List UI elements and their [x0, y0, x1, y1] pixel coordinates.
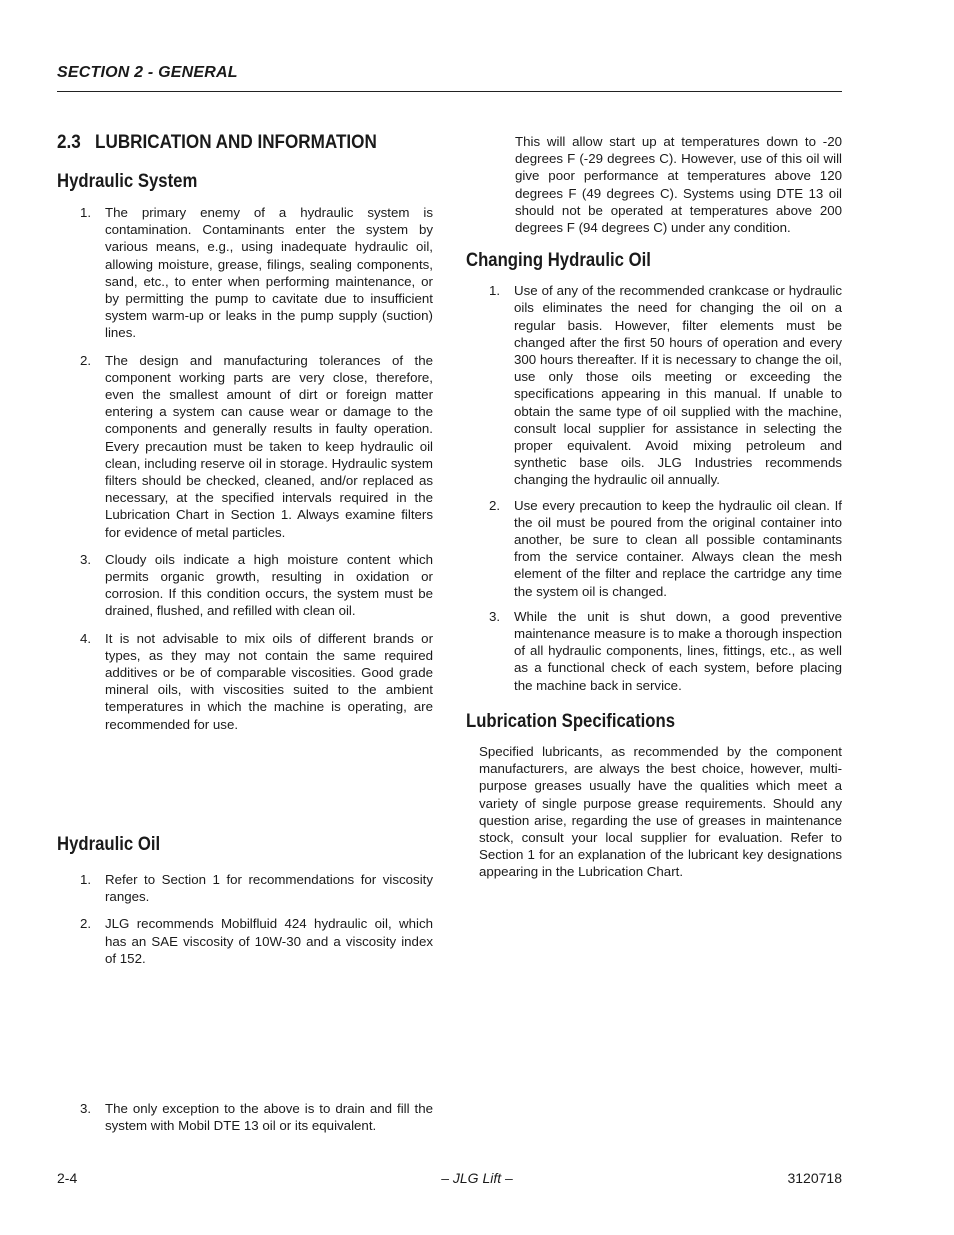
list-item — [57, 352, 433, 541]
item-number: 1. — [80, 872, 92, 887]
item-number: 1. — [489, 283, 501, 299]
lubrication-specs-paragraph: Specified lubricants, as recommended by the component manufacturers, are always the best choice, however, multi-purpose greases usually have the qualities which meet a variety of single purpose grease requirements. Should any question arise, regarding the use of greases in maintenance stock, consult your local supplier for evaluation. Refer to Section 1 for an explanation of the lubricant key designations appearing in the Lubrication Chart. — [479, 743, 842, 880]
hydraulic-oil-heading: Hydraulic Oil — [57, 834, 161, 855]
list-item — [57, 1100, 433, 1134]
item-text: While the unit is shut down, a good preventive maintenance measure is to make a thorough inspection of all hydraulic components, lines, fittings, etc., as well as a functional check of each system, before placing the machine back in service. — [514, 608, 842, 693]
item-text: The primary enemy of a hydraulic system is contamination. Contaminants enter the system by various means, e.g., using inadequate hydraulic oil, allowing moisture, grease, filings, sealing components, sand, etc., to enter when performing maintenance, or by permitting the pump to cavitate due to insufficient system warm-up or leaks in the pump supply (suction) lines. — [105, 205, 433, 341]
changing-oil-list — [466, 282, 842, 694]
item-number: 2. — [80, 352, 92, 368]
left-column — [57, 132, 433, 1134]
list-item — [466, 608, 842, 694]
item-number: 1. — [80, 205, 92, 220]
item-text: Refer to Section 1 for recommendations for viscosity ranges. — [105, 872, 433, 905]
changing-oil-heading: Changing Hydraulic Oil — [466, 250, 651, 272]
section-header: SECTION 2 - GENERAL — [57, 64, 238, 81]
list-item — [466, 497, 842, 600]
hydraulic-oil-list — [57, 871, 433, 967]
list-item — [57, 630, 433, 733]
item-number: 2. — [489, 497, 501, 513]
item-number: 2. — [80, 916, 92, 932]
document-number: 3120718 — [787, 1170, 842, 1186]
item-number: 3. — [80, 551, 92, 567]
item-text: Cloudy oils indicate a high moisture content which permits organic growth, resulting in oxidation or corrosion. If this condition occurs, the system must be drained, flushed, and refilled with clean oil. — [105, 551, 433, 619]
list-item — [57, 915, 433, 967]
hydraulic-system-list — [57, 204, 433, 733]
hydraulic-oil-list-continued — [57, 1100, 433, 1134]
list-item — [57, 871, 433, 905]
item-text: Use of any of the recommended crankcase or hydraulic oils eliminates the need for changing the oil on a regular basis. However, filter elements must be changed after the first 50 hours of operation and every 300 hours thereafter. If it is necessary to change the oil, use only those oils meeting or exceeding the specifications appearing in this manual. If unable to obtain the same type of oil supplied with the machine, consult local supplier for assistance in selecting the proper equivalent. Avoid mixing petroleum and synthetic base oils. JLG Industries recommends changing the hydraulic oil annually. — [514, 283, 842, 488]
item-text: The design and manufacturing tolerances of the component working parts are very close, therefore, even the smallest amount of dirt or foreign matter entering a system can cause wear or damage to the components and generally results in faulty operation. Every precaution must be taken to keep hydraulic oil clean, including reserve oil in storage. Hydraulic system filters should be checked, cleaned, and/or replaced as necessary, at the specified intervals required in the Lubrication Chart in Section 1. Always examine filters for evidence of metal particles. — [105, 352, 433, 540]
item-text: Use every precaution to keep the hydraulic oil clean. If the oil must be poured from the original container into another, be sure to clean all possible contaminants from the service container. Always clean the mesh element of the filter and replace the cartridge any time the system oil is changed. — [514, 497, 842, 599]
list-item — [466, 282, 842, 488]
item-text: It is not advisable to mix oils of different brands or types, as they may not contain the same required additives or be of comparable viscosities. Good grade mineral oils, with viscosities suited to the ambient temperatures in which the machine is operating, are recommended for use. — [105, 630, 433, 732]
list-item — [57, 551, 433, 620]
list-item — [57, 204, 433, 342]
item-text: The only exception to the above is to drain and fill the system with Mobil DTE 13 oil or its equivalent. — [105, 1101, 433, 1134]
right-column — [466, 133, 842, 881]
item-text: JLG recommends Mobilfluid 424 hydraulic oil, which has an SAE viscosity of 10W-30 and a viscosity index of 152. — [105, 916, 433, 966]
item-number: 3. — [80, 1101, 92, 1116]
lubrication-specs-heading: Lubrication Specifications — [466, 710, 676, 732]
hydraulic-system-heading: Hydraulic System — [57, 171, 198, 192]
item-number: 3. — [489, 608, 501, 624]
footer-brand: – JLG Lift – — [441, 1170, 513, 1186]
item-number: 4. — [80, 630, 92, 646]
page-number: 2-4 — [57, 1170, 78, 1186]
header-divider — [57, 91, 842, 92]
continuation-paragraph: This will allow start up at temperatures down to -20 degrees F (-29 degrees C). However, use of this oil will give poor performance at temperatures above 120 degrees F (49 degrees C). Systems using DTE 13 oil should not be operated at temperatures above 200 degrees F (94 degrees C) under any condition. — [515, 134, 842, 236]
section-title: 2.3 LUBRICATION AND INFORMATION — [57, 132, 377, 153]
